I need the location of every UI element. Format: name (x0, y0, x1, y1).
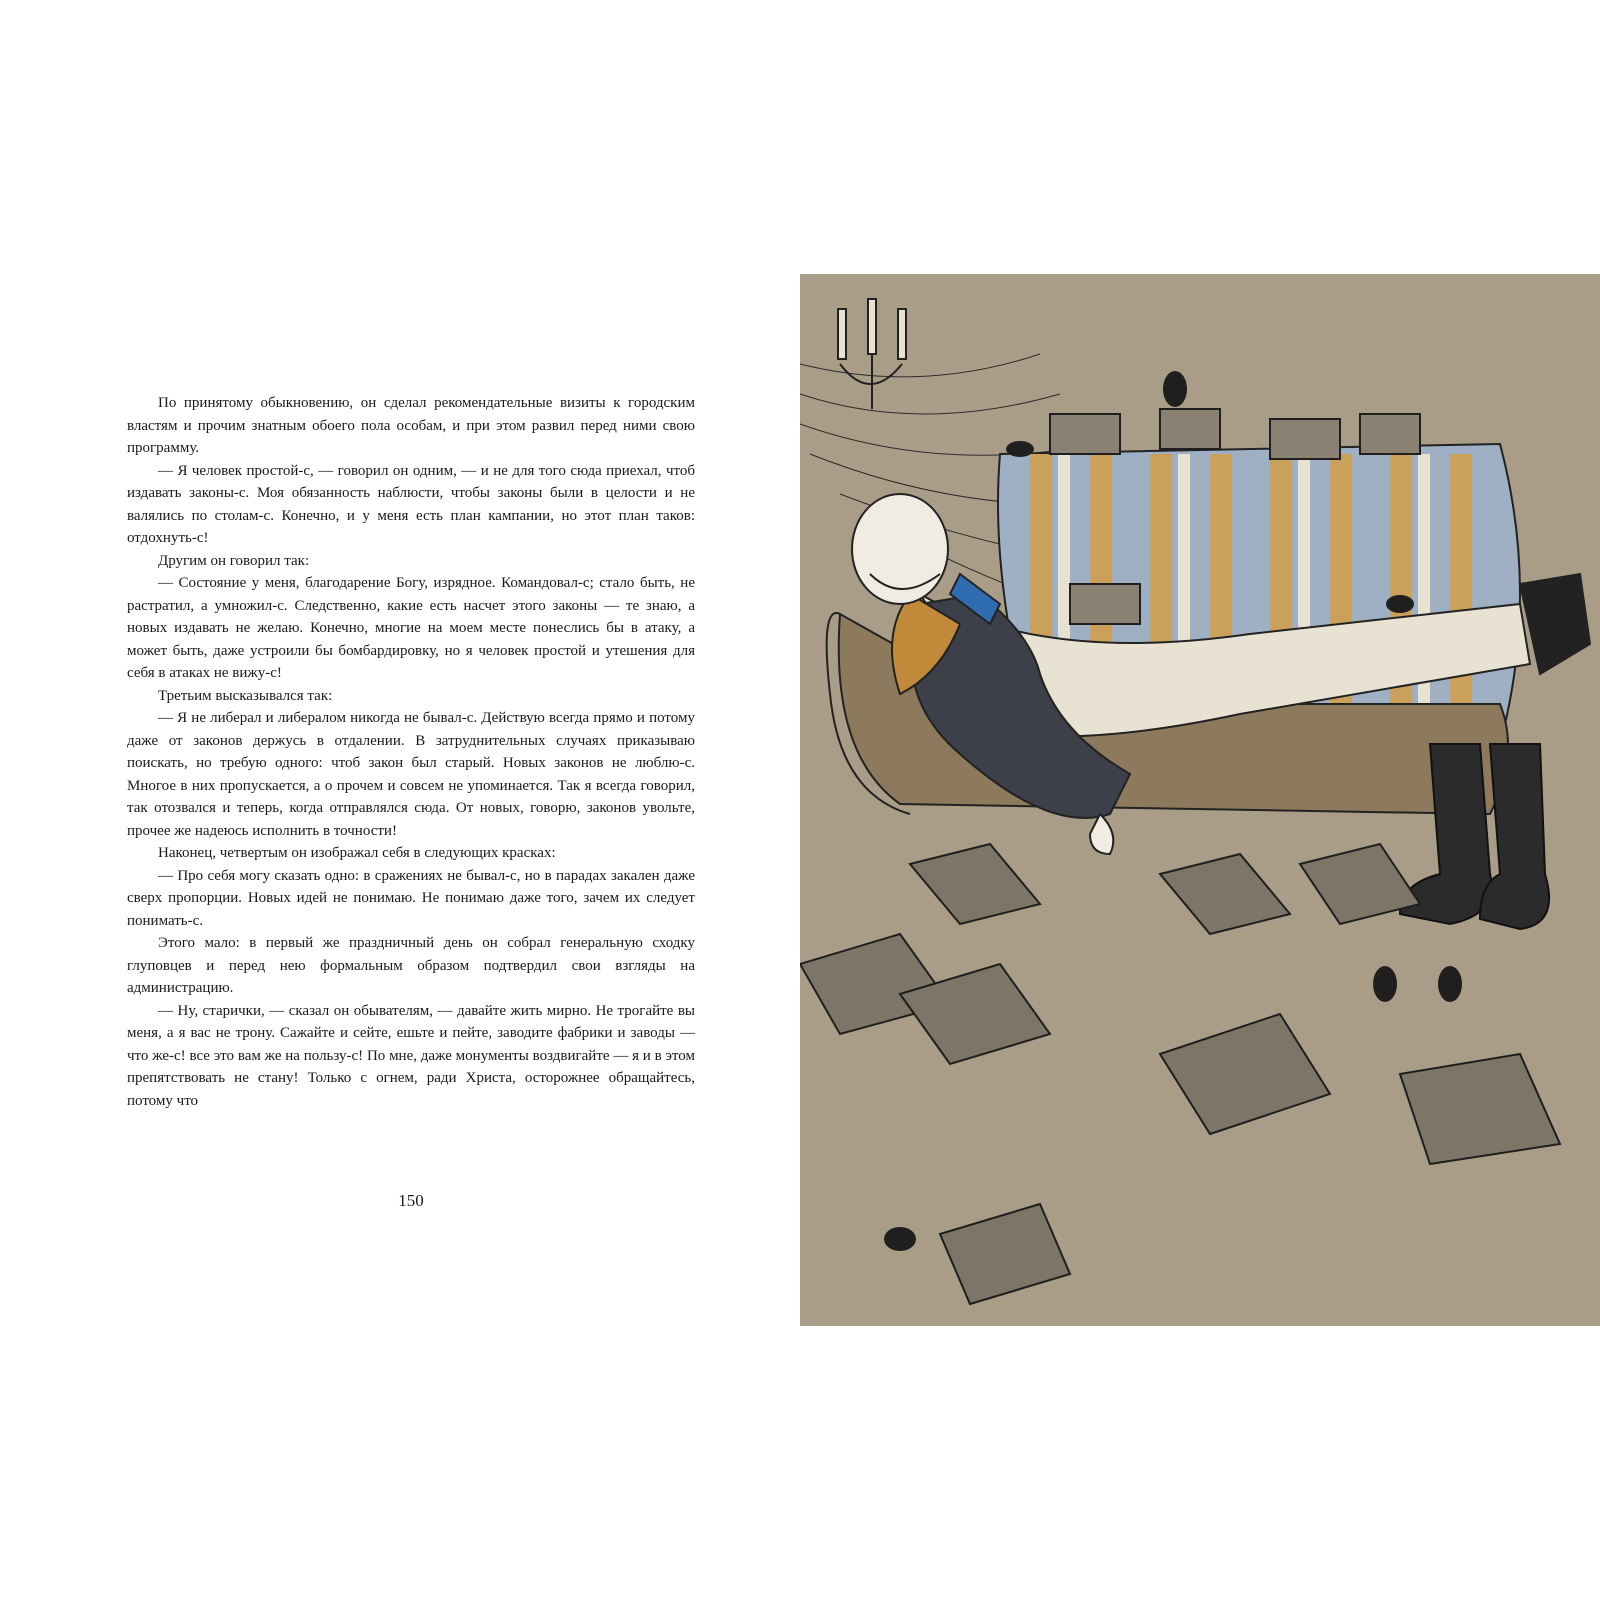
paragraph: Наконец, четвертым он изображал себя в следующих красках: (158, 845, 556, 861)
paragraph: — Состояние у меня, благодарение Богу, изрядное. Командовал-с; стало быть, не растратил, а умножил-с. Следственно, какие есть насчет этого законы — те знаю, а новых издавать не желаю. Конечно, многие на моем месте понеслись бы в атаку, а может быть, даже устроили бы бомбардировку, но я человек простой и утешения для себя в атаках не вижу-с! (127, 575, 695, 681)
paragraph: Третьим высказывался так: (158, 687, 333, 704)
paragraph: Другим он говорил так: (158, 552, 310, 569)
paragraph: Этого мало: в первый же праздничный день он собрал генеральную сходку глуповцев и перед нею формальным образом подтвердил свои взгляды на администрацию. (127, 935, 695, 996)
illustration (800, 274, 1600, 1326)
body-text (127, 392, 695, 1112)
paragraph: — Ну, старички, — сказал он обывателям, — давайте жить мирно. Не трогайте вы меня, а я вас не трону. Сажайте и сейте, ешьте и пейте, заводите фабрики и заводы — что же-с! все это вам же на пользу-с! По мне, даже монументы воздвигайте — я и в этом препятствовать не стану! Только с огнем, ради Христа, осторожнее обращайтесь, потому что (127, 1002, 695, 1109)
paragraph: По принятому обыкновению, он сделал рекомендательные визиты к городским властям и прочим знатным обоего пола особам, и при этом развил перед ними свою программу. (127, 395, 695, 456)
paragraph: — Про себя могу сказать одно: в сражениях не бывал-с, но в парадах закален даже сверх пропорции. Новых идей не понимаю. Не понимаю даже того, зачем их следует понимать-с. (127, 867, 695, 929)
paragraph: — Я человек простой-с, — говорил он одним, — и не для того сюда приехал, чтоб издавать законы-с. Моя обязанность наблюсти, чтобы законы были в целости и не валялись по столам-с. Конечно, и у меня есть план кампании, но этот план таков: отдохнуть-с! (127, 462, 695, 546)
page-number: 150 (398, 1191, 424, 1210)
paragraph: — Я не либерал и либералом никогда не бывал-с. Действую всегда прямо и потому даже от законов держусь в отдалении. В затруднительных случаях приказываю поискать, но требую одного: чтоб закон был старый. Новых законов не люблю-с. Многое в них пропускается, а о прочем и совсем не упоминается. Так я всегда говорил, так отозвался и теперь, когда отправлялся сюда. От новых, говорю, законов увольте, прочее же надеюсь исполнить в точности! (127, 710, 695, 839)
illustration-drawing (800, 274, 1600, 1326)
